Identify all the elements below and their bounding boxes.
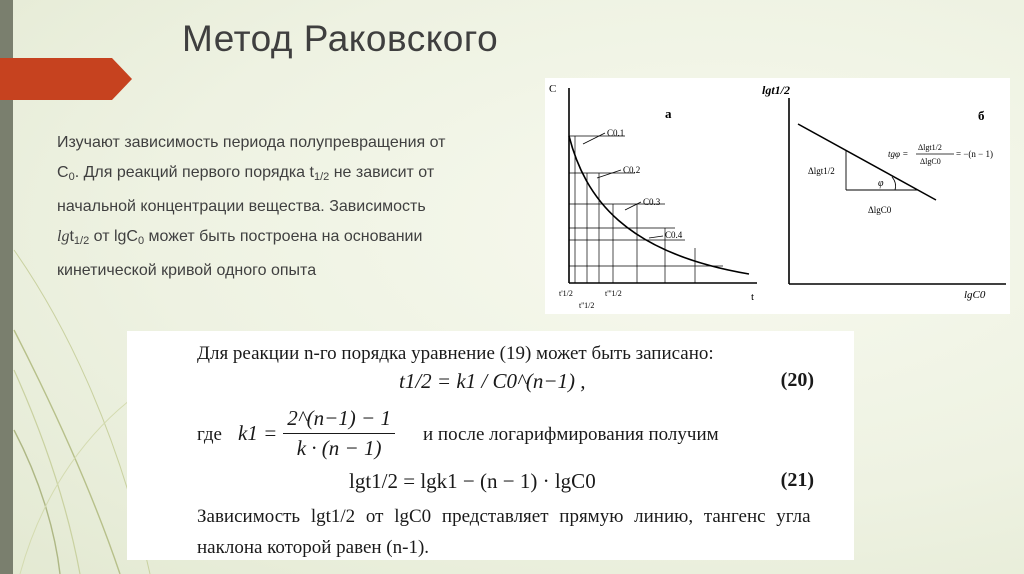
equation-20: t1/2 = k1 / C0^(n−1) ,: [399, 369, 586, 393]
intro-line-2-text: . Для реакций первого порядка t: [74, 163, 314, 181]
tg-suffix: = −(n − 1): [956, 149, 993, 159]
grid-lines: [569, 136, 723, 283]
intro-line-2: [57, 158, 527, 193]
intro-line-3: начальной концентрации вещества. Зависимость: [57, 198, 426, 215]
figure-b-log-plot: [760, 78, 1010, 314]
intro-line-4-text: от lgC: [89, 227, 138, 245]
k1-fraction: [283, 406, 395, 461]
intro-line-1: Изучают зависимость периода полупревращения от: [57, 134, 446, 151]
intro-line-4: [57, 222, 527, 257]
c-symbol: C: [57, 163, 69, 181]
where-label: где: [197, 424, 222, 445]
tg-denominator: ΔlgC0: [920, 157, 941, 166]
time-label-1: t'1/2: [559, 289, 573, 298]
curve-label-c04: C0.4: [665, 230, 683, 240]
intro-line-4-end: может быть построена на основании: [144, 227, 423, 245]
x-axis-label: t: [751, 291, 755, 303]
curve-label-c02: C0.2: [623, 165, 641, 175]
panel-label-b: б: [978, 108, 985, 123]
intro-line-2-end: не зависит от: [329, 163, 435, 181]
intro-line-5: кинетической кривой одного опыта: [57, 262, 317, 279]
after-log-text: и после логарифмирования получим: [423, 424, 719, 445]
lg-symbol: lg: [57, 227, 70, 245]
straight-line: [798, 124, 936, 200]
conclusion-line-1: Зависимость lgt1/2 от lgC0 представляет прямую линию, тангенс угла: [197, 506, 811, 527]
curve-label-c01: C0.1: [607, 128, 625, 138]
k1-denominator: k · (n − 1): [296, 436, 382, 460]
slide-title: Метод Раковского: [182, 18, 499, 59]
time-label-3: t'''1/2: [605, 289, 622, 298]
equation-21-number: (21): [780, 469, 814, 491]
conclusion-line-2: наклона которой равен (n-1).: [197, 537, 430, 558]
equations-panel: [127, 331, 854, 560]
y-axis-label: C: [549, 83, 557, 95]
label-leaders: [583, 133, 663, 238]
panel-label-a: а: [665, 106, 672, 121]
equations-intro: Для реакции n-го порядка уравнение (19) может быть записано:: [197, 343, 714, 364]
delta-y-label: Δlgt1/2: [808, 166, 835, 176]
tg-numerator: Δlgt1/2: [918, 143, 942, 152]
t-subscript-2: 1/2: [73, 234, 90, 247]
c-subscript: 0: [68, 170, 75, 183]
title-accent-arrow: [0, 58, 132, 100]
k1-lhs: k1 =: [238, 421, 278, 445]
equation-20-number: (20): [780, 369, 814, 391]
angle-arc: [892, 177, 896, 190]
equation-21: lgt1/2 = lgk1 − (n − 1) · lgC0: [349, 469, 596, 493]
c-subscript-2: 0: [137, 234, 145, 247]
t-symbol: t: [69, 227, 74, 245]
k1-formula: [238, 406, 395, 461]
figure-a-kinetic-curve: [545, 78, 783, 314]
k1-numerator: 2^(n−1) − 1: [283, 406, 395, 434]
x-axis-label: lgC0: [964, 289, 986, 301]
time-label-2: t''1/2: [579, 301, 595, 310]
intro-text: [57, 128, 527, 286]
curve-label-c03: C0.3: [643, 197, 661, 207]
tg-prefix: tgφ =: [888, 149, 909, 159]
angle-label: φ: [878, 178, 884, 189]
t-subscript: 1/2: [313, 170, 330, 183]
y-axis-label: lgt1/2: [762, 83, 791, 97]
delta-x-label: ΔlgC0: [868, 205, 892, 215]
